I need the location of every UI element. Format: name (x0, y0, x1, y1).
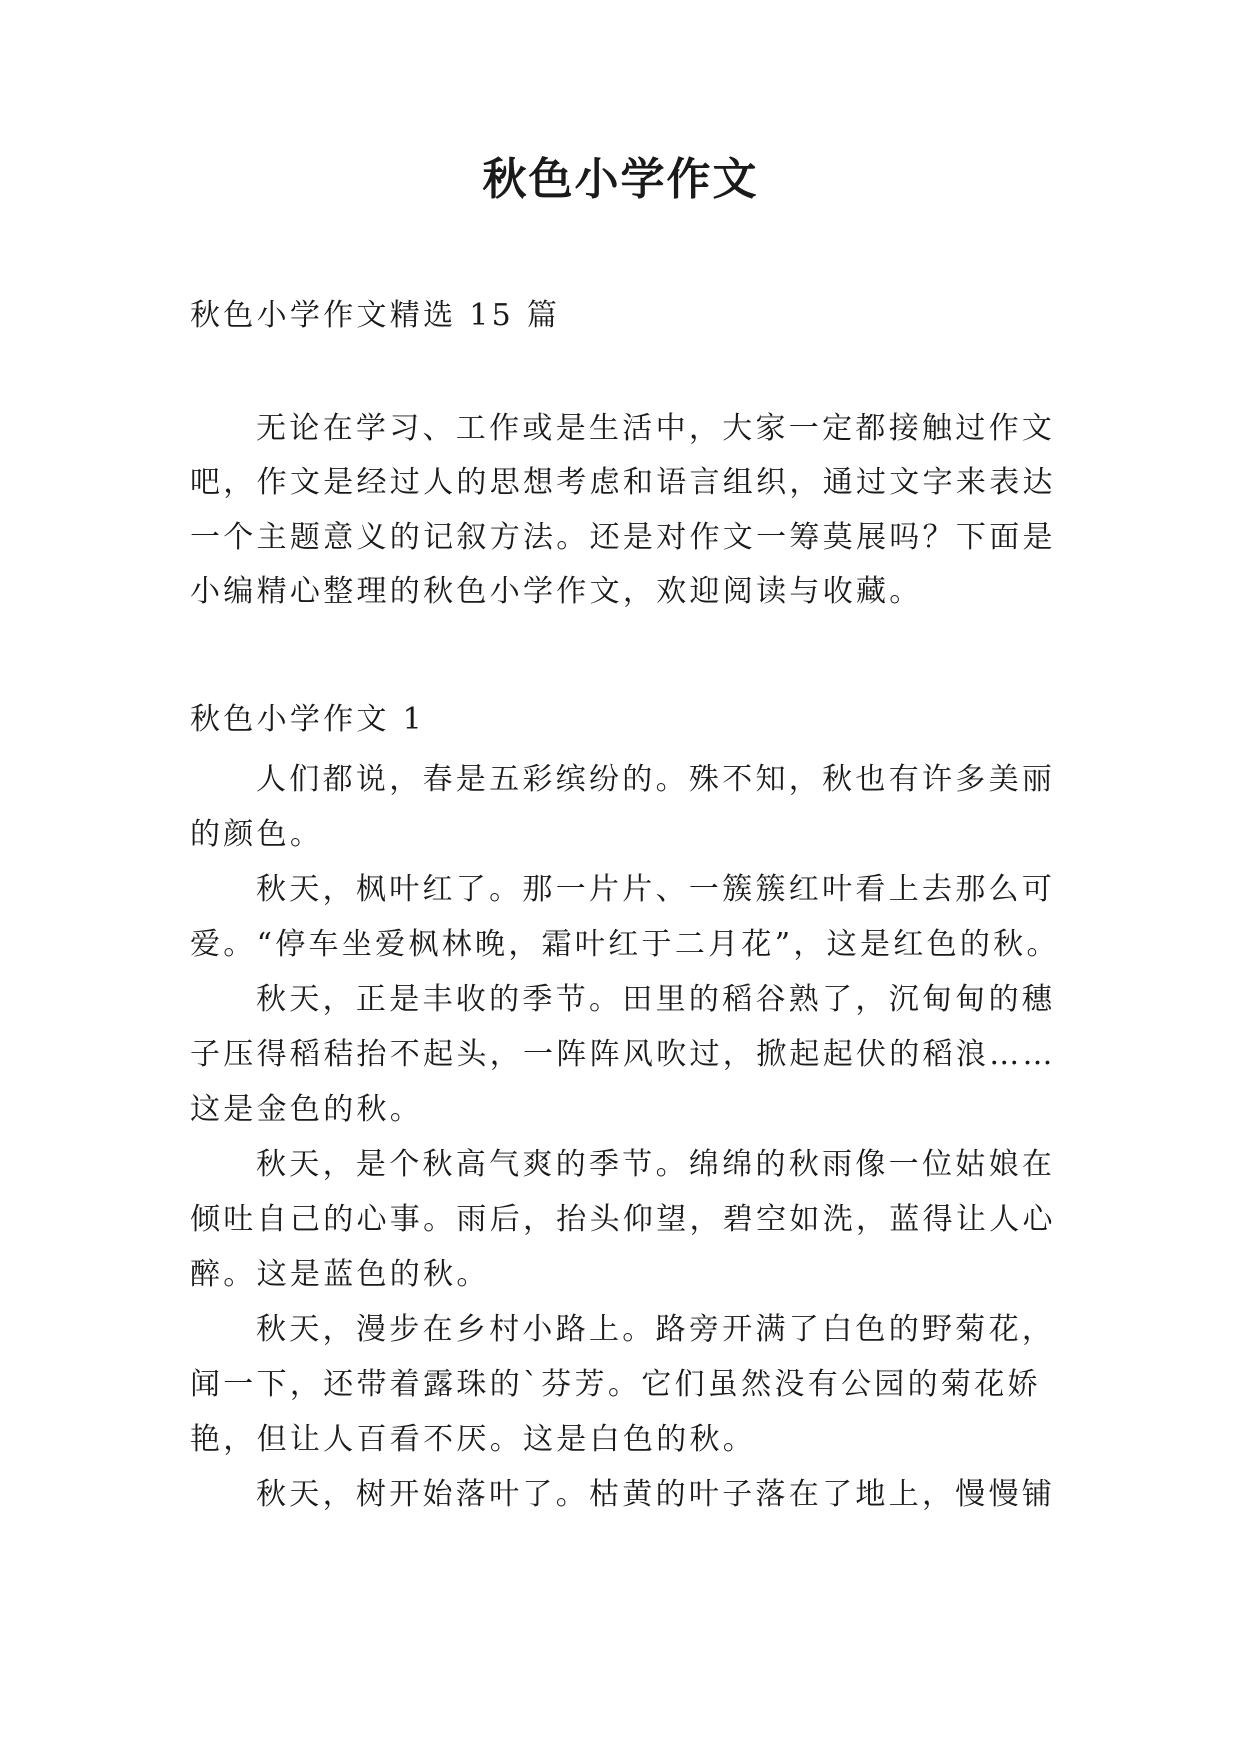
intro-line: 吧，作文是经过人的思想考虑和语言组织，通过文字来表达 (190, 465, 1056, 500)
body-line: 醉。这是蓝色的秋。 (190, 1257, 490, 1292)
body-line: 人们都说，春是五彩缤纷的。殊不知，秋也有许多美丽 (256, 762, 1056, 797)
body-line: 秋天，枫叶红了。那一片片、一簇簇红叶看上去那么可 (256, 872, 1056, 907)
body-line: 的颜色。 (190, 817, 324, 852)
body-line: 爱。“停车坐爱枫林晚，霜叶红于二月花”，这是红色的秋。 (190, 927, 1060, 962)
document-subtitle: 秋色小学作文精选 15 篇 (190, 298, 561, 333)
body-line: 秋天，正是丰收的季节。田里的稻谷熟了，沉甸甸的穗 (256, 982, 1056, 1017)
body-line: 艳，但让人百看不厌。这是白色的秋。 (190, 1422, 757, 1457)
body-line: 这是金色的秋。 (190, 1092, 424, 1127)
intro-line: 小编精心整理的秋色小学作文，欢迎阅读与收藏。 (190, 574, 923, 609)
section-heading: 秋色小学作文 1 (190, 702, 426, 737)
body-line: 秋天，漫步在乡村小路上。路旁开满了白色的野菊花， (256, 1312, 1056, 1347)
intro-line: 无论在学习、工作或是生活中，大家一定都接触过作文 (256, 411, 1056, 446)
body-line: 秋天，是个秋高气爽的季节。绵绵的秋雨像一位姑娘在 (256, 1147, 1056, 1182)
body-line: 秋天，树开始落叶了。枯黄的叶子落在了地上，慢慢铺 (256, 1477, 1056, 1512)
body-line: 闻一下，还带着露珠的`芬芳。它们虽然没有公园的菊花娇 (190, 1367, 1041, 1402)
body-line: 子压得稻秸抬不起头，一阵阵风吹过，掀起起伏的稻浪…… (190, 1037, 1056, 1072)
document-title: 秋色小学作文 (482, 154, 759, 205)
body-line: 倾吐自己的心事。雨后，抬头仰望，碧空如洗，蓝得让人心 (190, 1202, 1056, 1237)
intro-line: 一个主题意义的记叙方法。还是对作文一筹莫展吗？下面是 (190, 520, 1056, 555)
